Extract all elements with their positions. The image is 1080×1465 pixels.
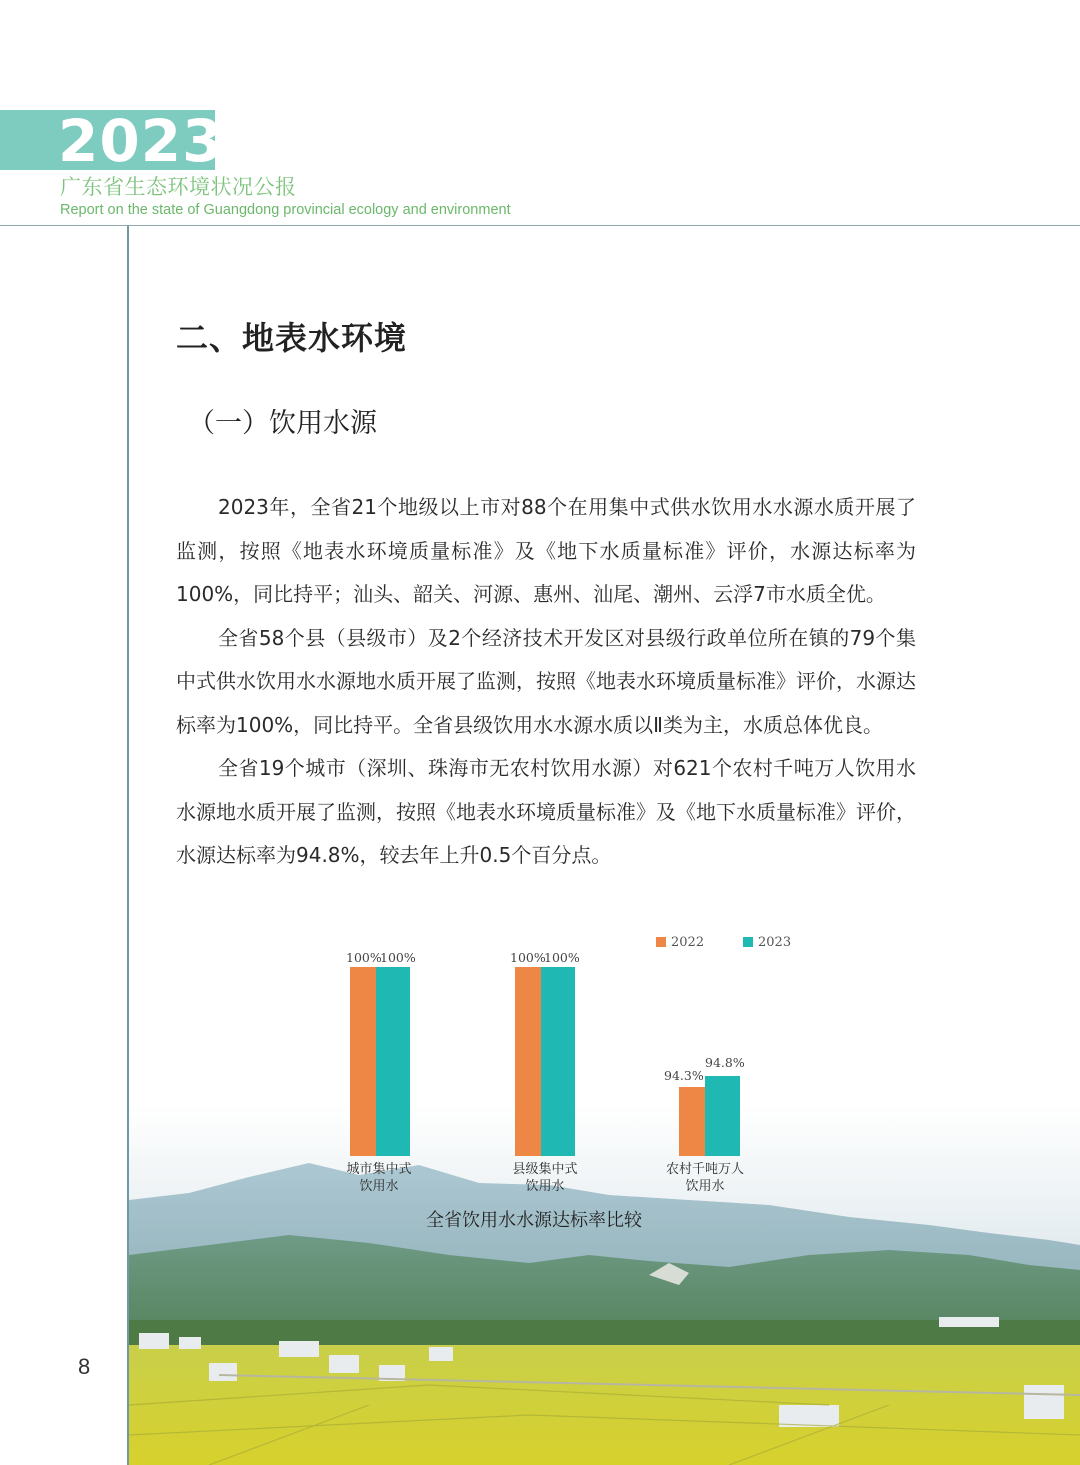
- bar-2023-county: [541, 967, 575, 1156]
- value-label-2022-rural: 94.3%: [664, 1068, 704, 1083]
- report-title-cn: 广东省生态环境状况公报: [60, 175, 297, 199]
- legend-swatch-2023: [743, 937, 753, 947]
- bar-2022-rural: [679, 1087, 705, 1156]
- value-label-2023-city: 100%: [380, 950, 416, 965]
- value-label-2022-city: 100%: [346, 950, 382, 965]
- bar-2022-county: [515, 967, 541, 1156]
- category-label-county: 县级集中式 饮用水: [512, 1162, 578, 1194]
- paragraph: 全省19个城市（深圳、珠海市无农村饮用水源）对621个农村千吨万人饮用水水源地水质开展了监测，按照《地表水环境质量标准》及《地下水质量标准》评价，水源达标率为94.8%，较去年上升0.5个百分点。: [176, 756, 916, 867]
- category-label-city: 城市集中式 饮用水: [346, 1162, 412, 1194]
- report-year: 2023: [58, 107, 224, 175]
- bar-2022-city: [350, 967, 376, 1156]
- report-title-en: Report on the state of Guangdong provincial ecology and environment: [60, 202, 511, 218]
- body-text: [176, 486, 916, 878]
- page-number: 8: [78, 1354, 91, 1379]
- header-divider: [0, 225, 1080, 226]
- bar-2023-city: [376, 967, 410, 1156]
- bar-2023-rural: [705, 1076, 740, 1156]
- paragraph: 全省58个县（县级市）及2个经济技术开发区对县级行政单位所在镇的79个集中式供水饮用水水源地水质开展了监测，按照《地表水环境质量标准》评价，水源达标率为100%，同比持平。全省县级饮用水水源水质以Ⅱ类为主，水质总体优良。: [176, 625, 916, 737]
- section-title: 二、地表水环境: [176, 319, 408, 357]
- legend-item-2022: 2022: [656, 935, 704, 951]
- category-label-rural: 农村千吨万人 饮用水: [665, 1162, 744, 1194]
- water-source-compliance-chart: [129, 925, 1080, 1245]
- chart-title: 全省饮用水水源达标率比较: [426, 1210, 642, 1231]
- value-label-2022-county: 100%: [510, 950, 546, 965]
- legend-swatch-2022: [656, 937, 666, 947]
- value-label-2023-rural: 94.8%: [705, 1055, 745, 1070]
- paragraph: 2023年，全省21个地级以上市对88个在用集中式供水饮用水水源水质开展了监测，按照《地表水环境质量标准》及《地下水质量标准》评价，水源达标率为100%，同比持平；汕头、韶关、河源、惠州、汕尾、潮州、云浮7市水质全优。: [176, 495, 916, 606]
- legend-item-2023: 2023: [743, 935, 791, 951]
- subsection-title: （一）饮用水源: [188, 408, 377, 439]
- value-label-2023-county: 100%: [544, 950, 580, 965]
